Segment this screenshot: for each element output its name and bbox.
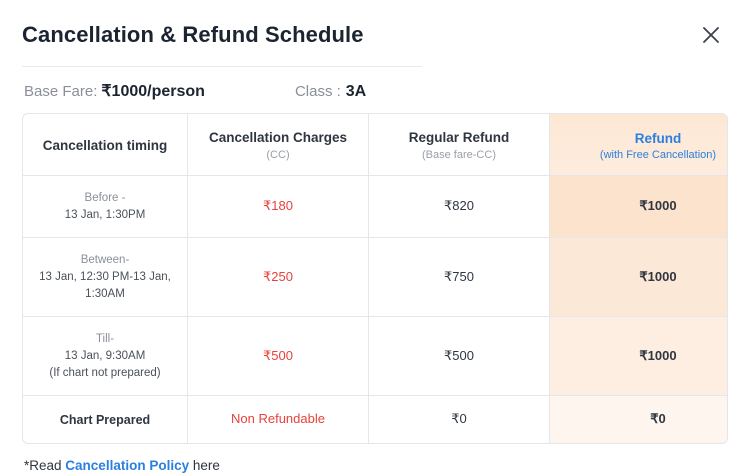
table-row — [23, 396, 728, 443]
cell-refund-free-cancellation: ₹1000 — [550, 238, 729, 317]
timing-note: (If chart not prepared) — [49, 366, 161, 379]
refund-schedule-table — [22, 113, 728, 444]
class-value: 3A — [345, 83, 367, 100]
cell-charges: ₹250 — [188, 238, 369, 317]
column-header-title: Refund — [634, 130, 682, 146]
cancellation-policy-link[interactable]: Cancellation Policy — [65, 458, 190, 473]
cell-charges: Non Refundable — [188, 396, 369, 443]
timing-lead: Till- — [95, 333, 115, 346]
column-header-sub: (CC) — [266, 149, 290, 161]
cell-charges: ₹180 — [188, 176, 369, 238]
cell-refund-free-cancellation: ₹1000 — [550, 317, 729, 396]
timing-main: 13 Jan, 12:30 PM-13 Jan, — [39, 271, 171, 284]
timing-lead: Before - — [84, 192, 126, 204]
cell-refund-free-cancellation: ₹1000 — [550, 176, 729, 238]
footnote-prefix: *Read — [24, 458, 62, 473]
close-icon[interactable] — [696, 20, 726, 50]
column-header-regular-refund — [369, 114, 550, 176]
table-header-row — [23, 114, 728, 176]
table-row — [23, 176, 728, 238]
cell-charges: ₹500 — [188, 317, 369, 396]
cell-timing — [23, 238, 188, 317]
timing-main: 13 Jan, 9:30AM — [64, 350, 146, 363]
column-header-title: Cancellation Charges — [208, 130, 348, 145]
timing-main: 13 Jan, 1:30PM — [64, 208, 146, 221]
cell-regular-refund: ₹0 — [369, 396, 550, 443]
footnote — [14, 444, 736, 473]
fare-summary — [14, 67, 736, 113]
cell-timing: Chart Prepared — [23, 396, 188, 443]
class-label: Class : — [294, 83, 341, 100]
cell-regular-refund: ₹750 — [369, 238, 550, 317]
cell-regular-refund: ₹500 — [369, 317, 550, 396]
modal-header — [14, 18, 736, 50]
cell-refund-free-cancellation: ₹0 — [550, 396, 729, 443]
class-block — [295, 83, 366, 101]
cell-regular-refund: ₹820 — [369, 176, 550, 238]
page-title: Cancellation & Refund Schedule — [22, 22, 364, 47]
column-header-cancellation-timing — [23, 114, 188, 176]
base-fare-value: ₹1000/person — [101, 83, 205, 100]
timing-lead: Between- — [80, 254, 130, 267]
table-row — [23, 238, 728, 317]
column-header-title: Regular Refund — [408, 130, 510, 145]
column-header-refund-free-cancellation — [550, 114, 729, 176]
cell-timing — [23, 176, 188, 238]
footnote-suffix: here — [192, 458, 220, 473]
timing-note: 1:30AM — [85, 287, 125, 300]
column-header-title: Cancellation timing — [42, 138, 168, 153]
column-header-sub: (with Free Cancellation) — [599, 148, 717, 161]
column-header-sub: (Base fare-CC) — [422, 149, 496, 161]
base-fare-label: Base Fare: — [24, 83, 98, 100]
cell-timing — [23, 317, 188, 396]
table-row — [23, 317, 728, 396]
column-header-cancellation-charges — [188, 114, 369, 176]
